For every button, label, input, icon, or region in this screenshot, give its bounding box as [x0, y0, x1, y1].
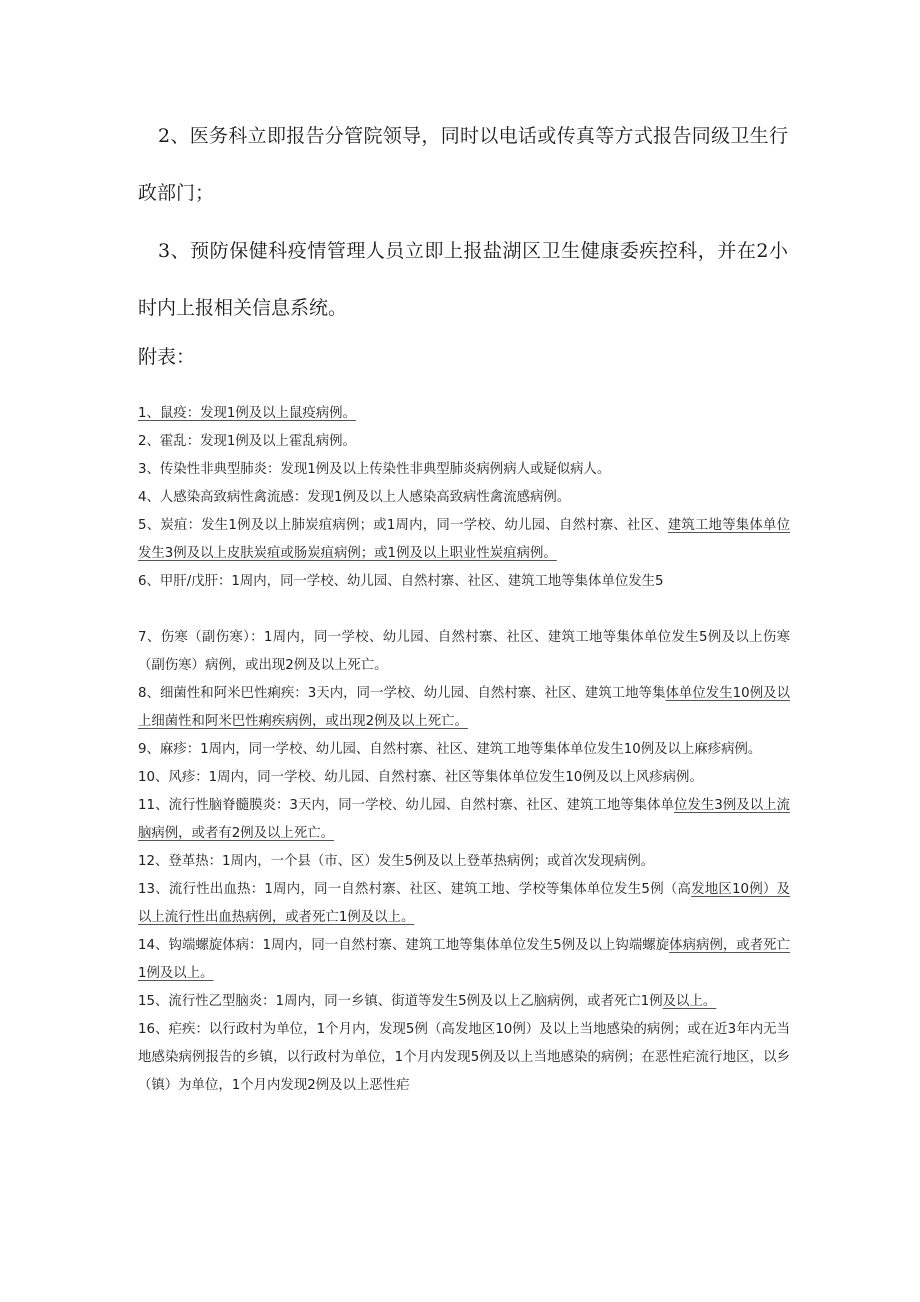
item-text: 5、炭疽：发生1例及以上肺炭疽病例；或1周内，同一学校、幼儿园、自然村寨、社区、: [138, 518, 668, 533]
item-text: 2、霍乱：发现1例及以上霍乱病例。: [138, 434, 356, 449]
list-item: [138, 848, 790, 876]
list-item: [138, 400, 790, 428]
list-item: [138, 988, 790, 1016]
list-item: [138, 456, 790, 484]
list-item: [138, 736, 790, 764]
item-text: 6、甲肝/戊肝：1周内，同一学校、幼儿园、自然村寨、社区、建筑工地等集体单位发生5: [138, 574, 664, 589]
item-text: 4、人感染高致病性禽流感：发现1例及以上人感染高致病性禽流感病例。: [138, 490, 571, 505]
item-text-underlined: 发地区10例）及以上流行性出血热病例，或者死亡1例及以上。: [138, 882, 790, 925]
list-item: [138, 876, 790, 932]
item-text-underlined: 及以上。: [662, 994, 717, 1009]
list-item: [138, 932, 790, 988]
appendix-title: 附表：: [138, 346, 196, 368]
item-text-underlined: 体病病例，或者死亡1例及以上。: [138, 938, 790, 981]
item-text: 15、流行性乙型脑炎：1周内，同一乡镇、街道等发生5例及以上乙脑病例，或者死亡1例: [138, 994, 663, 1009]
item-text-underlined: 体单位发生10例及以上细菌性和阿米巴性痢疾病例，或出现2例及以上死亡。: [138, 686, 790, 729]
item-text: 12、登革热：1周内，一个县（市、区）发生5例及以上登革热病例；或首次发现病例。: [138, 854, 655, 869]
item-text: 10、风疹：1周内，同一学校、幼儿园、自然村寨、社区等集体单位发生10例及以上风疹病例。: [138, 770, 703, 785]
list-item: [138, 1016, 790, 1100]
list-item: [138, 512, 790, 568]
item-text: 13、流行性出血热：1周内，同一自然村寨、社区、建筑工地、学校等集体单位发生5例（高: [138, 882, 692, 897]
list-item: [138, 764, 790, 792]
list-item: [138, 568, 790, 596]
list-item: [138, 680, 790, 736]
item-text-underlined: 1、鼠疫：发现1例及以上鼠疫病例。: [138, 406, 356, 421]
list-item: [138, 484, 790, 512]
list-item: [138, 624, 790, 680]
item-text: 16、疟疾：以行政村为单位，1个月内，发现5例（高发地区10例）及以上当地感染的病例；或在近3年内无当地感染病例报告的乡镇，以行政村为单位，1个月内发现5例及以上当地感染的病例；在恶性疟流行地区，以乡（镇）为单位，1个月内发现2例及以上恶性疟: [138, 1022, 790, 1093]
item-text-underlined: 建筑工地等集体单位发生3例及以上皮肤炭疽或肠炭疽病例；或1例及以上职业性炭疽病例。: [138, 518, 790, 561]
item-text: 7、伤寒（副伤寒）：1周内，同一学校、幼儿园、自然村寨、社区、建筑工地等集体单位发生5例及以上伤寒（副伤寒）病例，或出现2例及以上死亡。: [138, 630, 790, 673]
appendix-list: [138, 400, 790, 1100]
item-text: 9、麻疹：1周内，同一学校、幼儿园、自然村寨、社区、建筑工地等集体单位发生10例及以上麻疹病例。: [138, 742, 762, 757]
item-text: 11、流行性脑脊髓膜炎：3天内，同一学校、幼儿园、自然村寨、社区、建筑工地等集体单: [138, 798, 675, 813]
list-item: [138, 792, 790, 848]
list-item: [138, 428, 790, 456]
item-text: 14、钩端螺旋体病：1周内，同一自然村寨、建筑工地等集体单位发生5例及以上钩端螺旋: [138, 938, 670, 953]
paragraph-2: 2、医务科立即报告分管院领导，同时以电话或传真等方式报告同级卫生行政部门；: [138, 125, 788, 204]
item-text: 3、传染性非典型肺炎：发现1例及以上传染性非典型肺炎病例病人或疑似病人。: [138, 462, 611, 477]
item-text: 8、细菌性和阿米巴性痢疾：3天内，同一学校、幼儿园、自然村寨、社区、建筑工地等集: [138, 686, 666, 701]
item-text-underlined: 位发生3例及以上流脑病例，或者有2例及以上死亡。: [138, 798, 790, 841]
paragraph-3: 3、预防保健科疫情管理人员立即上报盐湖区卫生健康委疾控科，并在2小时内上报相关信息系统。: [138, 240, 788, 319]
